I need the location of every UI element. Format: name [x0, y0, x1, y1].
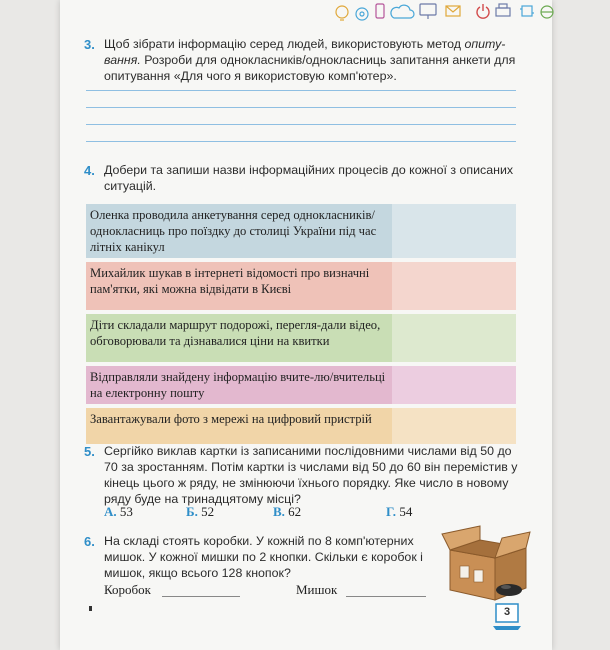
option-value: 53	[119, 504, 133, 519]
option-c[interactable]	[273, 504, 301, 520]
situation-cell: Діти складали маршрут подорожі, перегля-дали відео, обговорювали та дізнавалися ціни на квитки	[86, 314, 392, 362]
option-letter: А.	[104, 504, 117, 519]
task4-text: Добери та запиши назви інформаційних процесів до кожної з описаних ситуацій.	[104, 163, 514, 193]
power-icon	[477, 4, 489, 18]
option-value: 52	[201, 504, 215, 519]
ink-mark	[89, 606, 92, 611]
globe-icon	[541, 6, 553, 18]
computer-mouse-icon	[494, 580, 524, 598]
option-b[interactable]	[186, 504, 214, 520]
table-row	[86, 366, 516, 404]
situation-cell: Оленка проводила анкетування серед однокласників/однокласниць про поїздку до столиці України під час літніх канікул	[86, 204, 392, 258]
task4-number: 4.	[84, 163, 95, 178]
task3-text-emphasis: опиту-вання.	[104, 37, 506, 67]
decorative-icons-strip	[330, 0, 560, 40]
table-row	[86, 314, 516, 362]
table-row	[86, 262, 516, 310]
task3-text	[104, 36, 524, 84]
option-d[interactable]	[386, 504, 412, 520]
printer-icon	[496, 4, 510, 16]
option-letter: Б.	[186, 504, 198, 519]
boxes-label: Коробок	[104, 582, 151, 597]
chip-icon	[520, 6, 534, 16]
answer-line[interactable]	[86, 90, 516, 91]
page-number: 3	[503, 606, 511, 618]
task6-text: На складі стоять коробки. У кожній по 8 комп'ютерних мишок. У кожної мишки по 2 кнопки. Скільки є коробок і мишок, якщо всього 128 кнопок?	[104, 534, 423, 580]
situation-cell: Михайлик шукав в інтернеті відомості про визначні пам'ятки, які можна відвідати в Києві	[86, 262, 392, 310]
answer-line[interactable]	[86, 107, 516, 108]
answer-cell[interactable]	[392, 204, 516, 258]
table-row	[86, 204, 516, 258]
mice-label: Мишок	[296, 582, 338, 597]
task3-number: 3.	[84, 37, 95, 52]
process-table	[86, 200, 516, 448]
task6-number: 6.	[84, 534, 95, 549]
mice-answer-line[interactable]	[346, 596, 426, 597]
cloud-icon	[391, 5, 414, 18]
task5-text: Сергійко виклав картки із записаними послідовними числами від 50 до 70 за зростанням. Потім картки із числами від 50 до 60 він перемістив у кінець цього ж ряду, не змінюючи їхнього порядку. Яке число в новому ряду буде на тринадцятому місці?	[104, 444, 518, 506]
option-a[interactable]	[104, 504, 133, 520]
option-value: 62	[288, 504, 302, 519]
answer-cell[interactable]	[392, 262, 516, 310]
option-letter: Г.	[386, 504, 397, 519]
task3-text-b: Розроби для однокласників/однокласниць запитання анкети для опитування «Для чого я використовую комп'ютер».	[104, 53, 516, 83]
answer-cell[interactable]	[392, 366, 516, 404]
answer-line[interactable]	[86, 141, 516, 142]
option-value: 54	[399, 504, 413, 519]
phone-icon	[376, 4, 384, 18]
boxes-answer-line[interactable]	[162, 596, 240, 597]
task5-number: 5.	[84, 444, 95, 459]
lightbulb-icon	[336, 6, 348, 20]
option-letter: В.	[273, 504, 285, 519]
task3-text-a: Щоб зібрати інформацію серед людей, використовують метод	[104, 37, 465, 51]
page-number-badge	[492, 602, 522, 632]
envelope-icon	[446, 6, 460, 16]
answer-line[interactable]	[86, 124, 516, 125]
situation-cell: Завантажували фото з мережі на цифровий пристрій	[86, 408, 392, 444]
gear-icon	[356, 8, 368, 20]
answer-cell[interactable]	[392, 408, 516, 444]
answer-cell[interactable]	[392, 314, 516, 362]
situation-cell: Відправляли знайдену інформацію вчите-лю/вчительці на електронну пошту	[86, 366, 392, 404]
monitor-icon	[420, 4, 436, 19]
table-row	[86, 408, 516, 444]
